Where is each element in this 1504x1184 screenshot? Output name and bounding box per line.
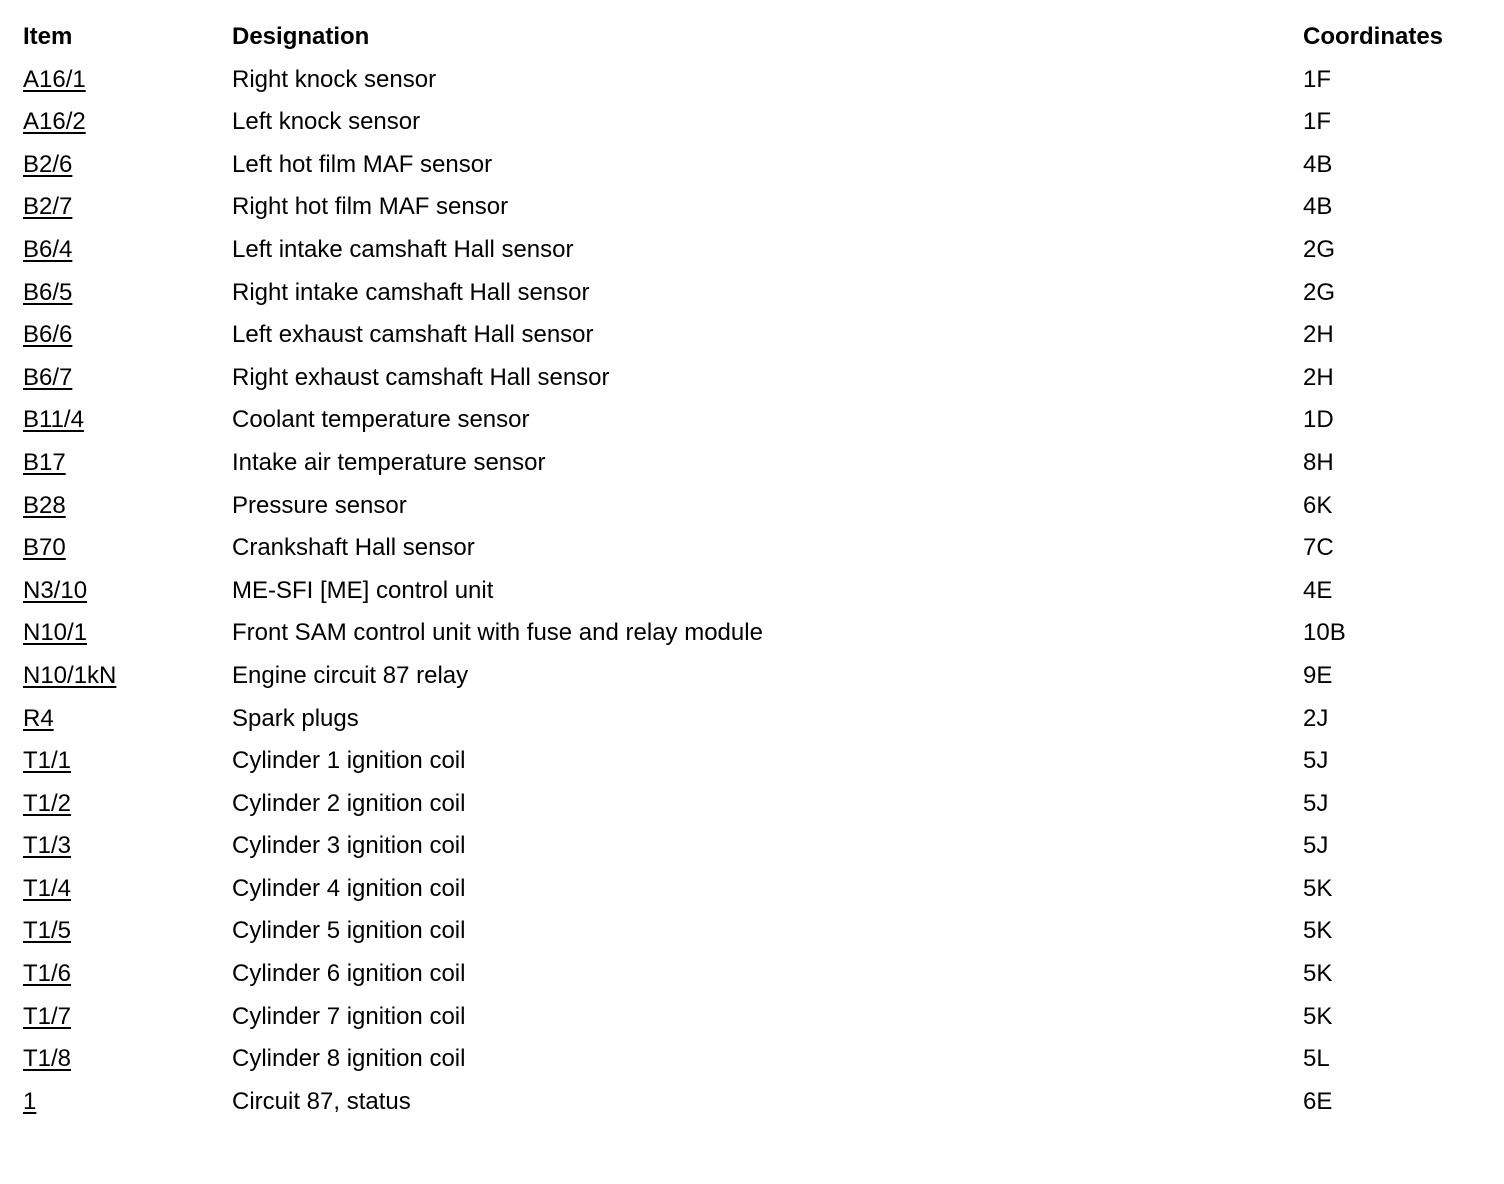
item-link[interactable]: B6/6	[23, 321, 73, 349]
item-link[interactable]: 1	[23, 1087, 37, 1115]
item-link[interactable]: N10/1	[23, 619, 88, 647]
item-link[interactable]: B28	[23, 491, 66, 519]
table-row	[23, 230, 1483, 273]
item-link[interactable]: B6/4	[23, 235, 73, 263]
table-row	[23, 613, 1483, 656]
table-header-row	[23, 17, 1483, 60]
table-row	[23, 145, 1483, 188]
item-link[interactable]: T1/4	[23, 874, 72, 902]
table-row	[23, 826, 1483, 869]
coordinates-cell: 5K	[1303, 1002, 1333, 1030]
coordinates-cell: 8H	[1303, 448, 1334, 476]
designation-cell: Right intake camshaft Hall sensor	[232, 278, 590, 306]
item-link[interactable]: T1/3	[23, 832, 72, 860]
designation-cell: Right knock sensor	[232, 65, 437, 93]
coordinates-cell: 6K	[1303, 491, 1333, 519]
table-row	[23, 400, 1483, 443]
designation-cell: Cylinder 2 ignition coil	[232, 789, 466, 817]
designation-cell: Coolant temperature sensor	[232, 406, 530, 434]
item-link[interactable]: T1/7	[23, 1002, 72, 1030]
designation-cell: Front SAM control unit with fuse and relay module	[232, 619, 763, 647]
coordinates-cell: 2J	[1303, 704, 1329, 732]
table-row	[23, 784, 1483, 827]
table-row	[23, 656, 1483, 699]
table-row	[23, 911, 1483, 954]
item-link[interactable]: A16/2	[23, 108, 86, 136]
coordinates-cell: 5J	[1303, 747, 1329, 775]
coordinates-cell: 2H	[1303, 321, 1334, 349]
designation-cell: ME-SFI [ME] control unit	[232, 576, 494, 604]
coordinates-cell: 2G	[1303, 278, 1336, 306]
item-link[interactable]: N3/10	[23, 576, 88, 604]
item-link[interactable]: T1/5	[23, 917, 72, 945]
coordinates-cell: 4E	[1303, 576, 1333, 604]
designation-cell: Cylinder 6 ignition coil	[232, 960, 466, 988]
coordinates-cell: 1F	[1303, 108, 1332, 136]
table-row	[23, 1082, 1483, 1125]
coordinates-cell: 5L	[1303, 1045, 1330, 1073]
item-link[interactable]: B11/4	[23, 406, 84, 434]
designation-cell: Spark plugs	[232, 704, 359, 732]
designation-cell: Cylinder 7 ignition coil	[232, 1002, 466, 1030]
table-row	[23, 60, 1483, 103]
table-row	[23, 273, 1483, 316]
table-row	[23, 187, 1483, 230]
coordinates-cell: 1F	[1303, 65, 1332, 93]
item-link[interactable]: N10/1kN	[23, 661, 117, 689]
table-row	[23, 954, 1483, 997]
designation-cell: Cylinder 5 ignition coil	[232, 917, 466, 945]
table-row	[23, 358, 1483, 401]
item-link[interactable]: T1/2	[23, 789, 72, 817]
table-row	[23, 102, 1483, 145]
item-link[interactable]: T1/1	[23, 747, 72, 775]
component-legend-table	[23, 17, 1483, 1124]
designation-cell: Cylinder 3 ignition coil	[232, 832, 466, 860]
coordinates-cell: 5K	[1303, 960, 1333, 988]
designation-cell: Right hot film MAF sensor	[232, 193, 509, 221]
coordinates-cell: 10B	[1303, 619, 1346, 647]
item-link[interactable]: B6/7	[23, 363, 73, 391]
designation-cell: Cylinder 8 ignition coil	[232, 1045, 466, 1073]
item-link[interactable]: B70	[23, 534, 66, 562]
designation-cell: Pressure sensor	[232, 491, 407, 519]
header-item: Item	[23, 23, 73, 50]
coordinates-cell: 5J	[1303, 832, 1329, 860]
table-row	[23, 528, 1483, 571]
table-row	[23, 869, 1483, 912]
coordinates-cell: 9E	[1303, 661, 1333, 689]
item-link[interactable]: A16/1	[23, 65, 86, 93]
item-link[interactable]: B2/7	[23, 193, 73, 221]
designation-cell: Left knock sensor	[232, 108, 421, 136]
coordinates-cell: 5K	[1303, 917, 1333, 945]
coordinates-cell: 7C	[1303, 534, 1334, 562]
coordinates-cell: 1D	[1303, 406, 1334, 434]
table-row	[23, 741, 1483, 784]
table-row	[23, 486, 1483, 529]
coordinates-cell: 2G	[1303, 235, 1336, 263]
item-link[interactable]: B17	[23, 448, 66, 476]
header-coordinates: Coordinates	[1303, 23, 1444, 50]
designation-cell: Cylinder 4 ignition coil	[232, 874, 466, 902]
designation-cell: Right exhaust camshaft Hall sensor	[232, 363, 610, 391]
designation-cell: Left exhaust camshaft Hall sensor	[232, 321, 594, 349]
table-row	[23, 443, 1483, 486]
table-row	[23, 571, 1483, 614]
item-link[interactable]: T1/6	[23, 960, 72, 988]
designation-cell: Left hot film MAF sensor	[232, 150, 493, 178]
table-row	[23, 997, 1483, 1040]
designation-cell: Engine circuit 87 relay	[232, 661, 469, 689]
item-link[interactable]: B6/5	[23, 278, 73, 306]
coordinates-cell: 4B	[1303, 150, 1333, 178]
item-link[interactable]: B2/6	[23, 150, 73, 178]
designation-cell: Left intake camshaft Hall sensor	[232, 235, 574, 263]
designation-cell: Crankshaft Hall sensor	[232, 534, 475, 562]
designation-cell: Circuit 87, status	[232, 1087, 411, 1115]
item-link[interactable]: R4	[23, 704, 54, 732]
table-row	[23, 315, 1483, 358]
table-row	[23, 699, 1483, 742]
coordinates-cell: 2H	[1303, 363, 1334, 391]
coordinates-cell: 4B	[1303, 193, 1333, 221]
coordinates-cell: 5K	[1303, 874, 1333, 902]
header-designation: Designation	[232, 23, 370, 50]
designation-cell: Intake air temperature sensor	[232, 448, 546, 476]
coordinates-cell: 6E	[1303, 1087, 1333, 1115]
item-link[interactable]: T1/8	[23, 1045, 72, 1073]
table-row	[23, 1039, 1483, 1082]
designation-cell: Cylinder 1 ignition coil	[232, 747, 466, 775]
coordinates-cell: 5J	[1303, 789, 1329, 817]
